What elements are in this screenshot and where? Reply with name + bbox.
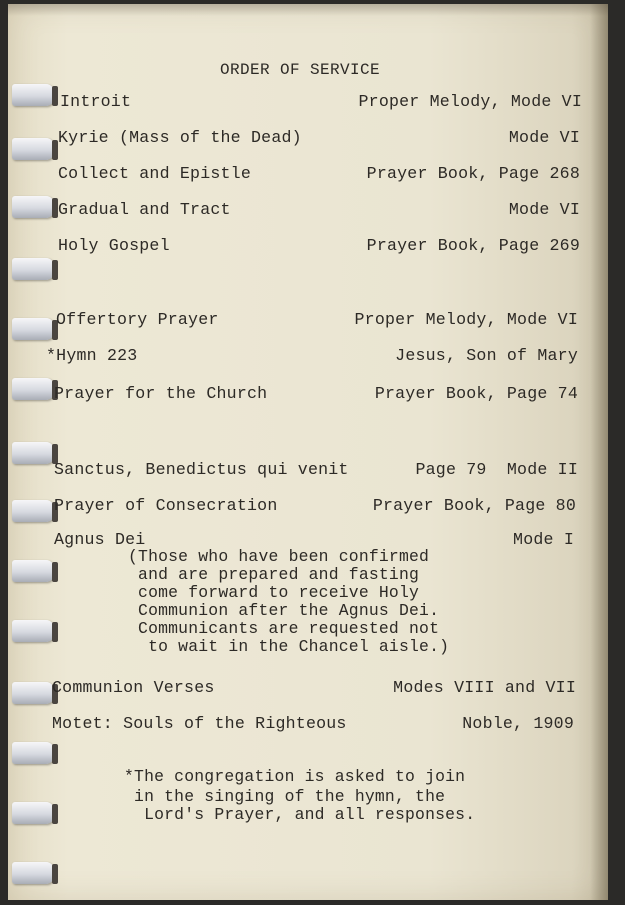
service-item-source: Proper Melody, Mode VI	[358, 92, 582, 111]
binding-ring-icon	[8, 740, 60, 766]
service-item-name: Offertory Prayer	[56, 310, 219, 329]
binding-ring-icon	[8, 498, 60, 524]
service-item-name: Sanctus, Benedictus qui venit	[54, 460, 349, 479]
agnus-note-line: Communion after the Agnus Dei.	[128, 601, 440, 620]
binding-ring-icon	[8, 800, 60, 826]
agnus-note-line: and are prepared and fasting	[128, 565, 420, 584]
service-item-source: Mode VI	[508, 128, 580, 147]
service-item-source: Noble, 1909	[462, 714, 574, 733]
binding-ring-icon	[8, 256, 60, 282]
binding-ring-icon	[8, 136, 60, 162]
agnus-note-line: Communicants are requested not	[128, 619, 440, 638]
binding-ring-icon	[8, 558, 60, 584]
service-item-name: Gradual and Tract	[58, 200, 231, 219]
service-item-source: Modes VIII and VII	[393, 678, 576, 697]
service-item-name: Prayer for the Church	[54, 384, 268, 403]
service-item-name: Agnus Dei	[54, 530, 146, 549]
service-item-source: Page 79 Mode II	[415, 460, 578, 479]
binding-ring-icon	[8, 82, 60, 108]
program-page	[8, 4, 608, 900]
service-item-source: Prayer Book, Page 269	[366, 236, 580, 255]
service-item-name: Introit	[60, 92, 132, 111]
service-item-source: Jesus, Son of Mary	[395, 346, 578, 365]
service-item-name: Holy Gospel	[58, 236, 170, 255]
service-item-source: Prayer Book, Page 268	[366, 164, 580, 183]
service-item-source: Proper Melody, Mode VI	[354, 310, 578, 329]
service-item-source: Prayer Book, Page 74	[374, 384, 578, 403]
binding-ring-icon	[8, 376, 60, 402]
agnus-note-line: (Those who have been confirmed	[128, 547, 430, 566]
service-item-source: Mode I	[513, 530, 574, 549]
footnote-line: Lord's Prayer, and all responses.	[124, 805, 476, 824]
footnote-line: *The congregation is asked to join	[124, 767, 466, 786]
binding-ring-icon	[8, 194, 60, 220]
binding-ring-icon	[8, 860, 60, 886]
service-item-name: Kyrie (Mass of the Dead)	[58, 128, 302, 147]
service-item-source: Mode VI	[508, 200, 580, 219]
service-item-name: Motet: Souls of the Righteous	[52, 714, 347, 733]
footnote-line: in the singing of the hymn, the	[124, 787, 446, 806]
service-item-name: Communion Verses	[52, 678, 215, 697]
service-item-source: Prayer Book, Page 80	[372, 496, 576, 515]
page-title: ORDER OF SERVICE	[220, 61, 381, 79]
service-item-name: Collect and Epistle	[58, 164, 251, 183]
agnus-note-line: come forward to receive Holy	[128, 583, 420, 602]
service-item-name: *Hymn 223	[46, 346, 138, 365]
service-item-name: Prayer of Consecration	[54, 496, 278, 515]
binding-ring-icon	[8, 618, 60, 644]
binding-ring-icon	[8, 316, 60, 342]
binding-ring-icon	[8, 440, 60, 466]
agnus-note-line: to wait in the Chancel aisle.)	[128, 637, 450, 656]
page-edge-shadow	[590, 4, 608, 900]
